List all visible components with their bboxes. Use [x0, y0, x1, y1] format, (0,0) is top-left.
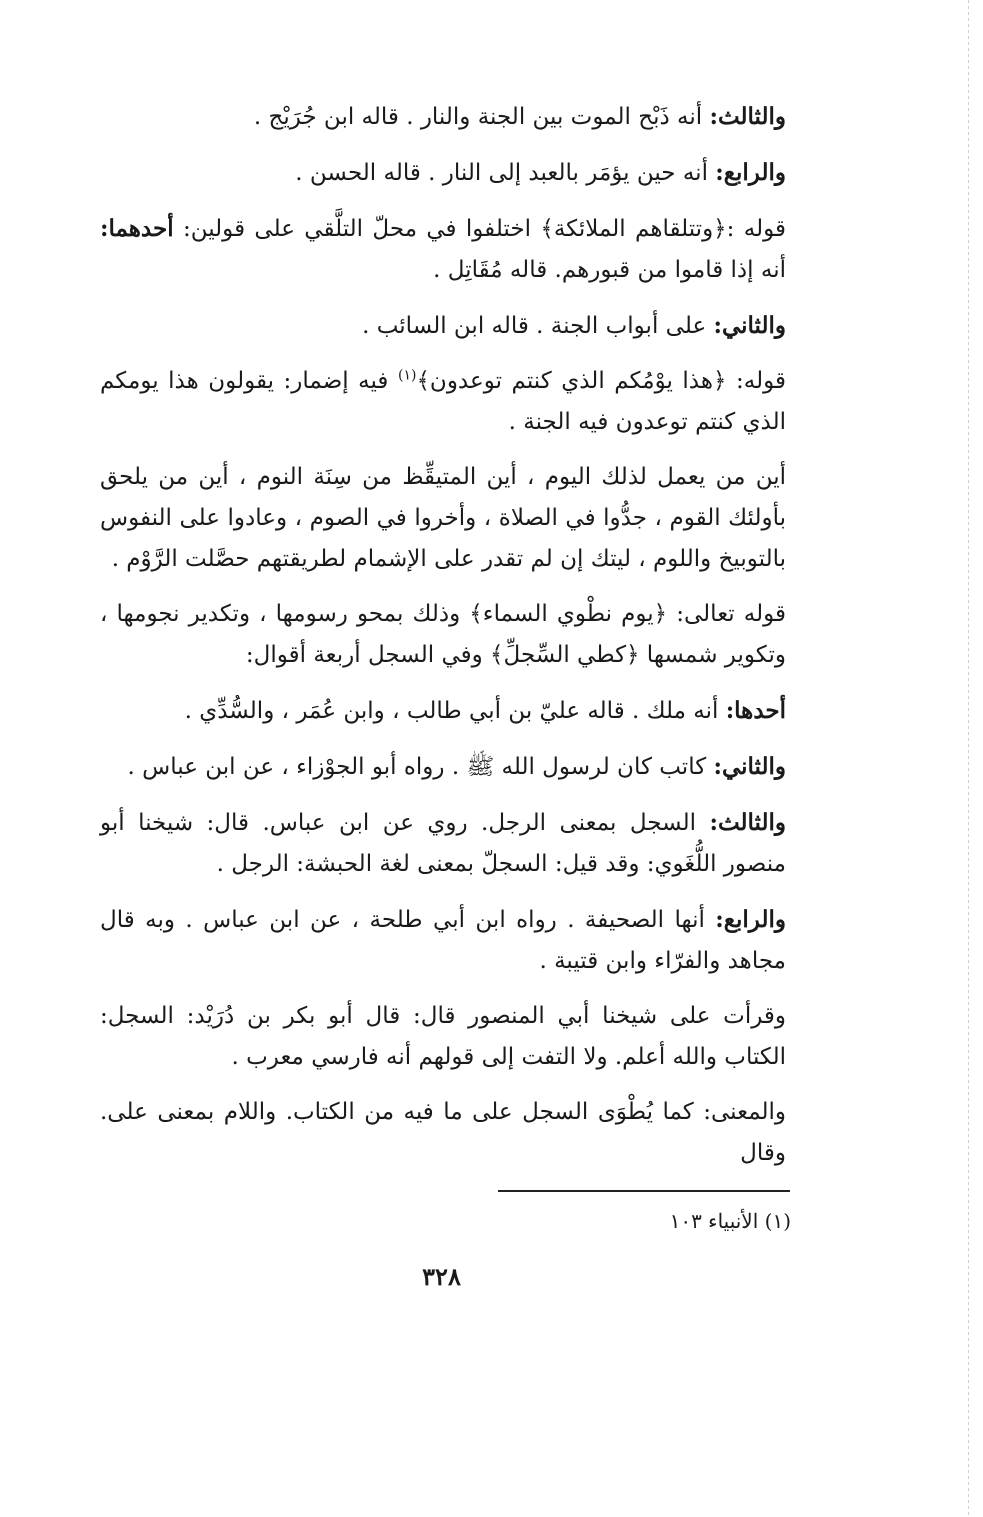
- page-number: ٣٢٨: [422, 1262, 461, 1291]
- paragraph-lead: أحدها:: [725, 697, 786, 724]
- paragraph-text: أنه ذَبْح الموت بين الجنة والنار . قاله ابن جُرَيْج .: [253, 104, 710, 130]
- paragraph-text: السجل بمعنى الرجل. روي عن ابن عباس. قال: شيخنا أبو منصور اللُّغَوي: وقد قيل: السجلّ بمعنى لغة الحبشة: الرجل .: [100, 810, 786, 877]
- footnote-ref: (١): [397, 367, 417, 384]
- paragraph-text: قوله :﴿وتتلقاهم الملائكة﴾ اختلفوا في محلّ التلَّقي على قولين:: [173, 216, 786, 242]
- footnote-separator: [498, 1190, 790, 1192]
- paragraph-4: [100, 305, 812, 347]
- paragraph-text: قوله تعالى: ﴿يوم نطْوي السماء﴾ وذلك بمحو رسومها ، وتكدير نجومها ، وتكوير شمسها ﴿كطي السِّجلِّ﴾ وفي السجل أربعة أقوال:: [100, 601, 786, 668]
- paragraph-2: [100, 152, 812, 194]
- paragraph-text: قوله: ﴿هذا يوْمُكم الذي كنتم توعدون﴾: [416, 368, 786, 394]
- paragraph-text: والمعنى: كما يُطْوَى السجل على ما فيه من الكتاب. واللام بمعنى على. وقال: [100, 1099, 786, 1166]
- paragraph-lead: والثاني:: [713, 753, 786, 780]
- paragraph-10: [100, 802, 812, 885]
- paragraph-9: [100, 746, 812, 788]
- paragraph-1: [100, 96, 812, 138]
- paragraph-11: [100, 899, 812, 982]
- paragraph-text: كاتب كان لرسول الله ﷺ . رواه أبو الجوْزاء ، عن ابن عباس .: [127, 754, 714, 780]
- paragraph-text: وقرأت على شيخنا أبي المنصور قال: قال أبو بكر بن دُرَيْد: السجل: الكتاب والله أعلم. ولا التفت إلى قولهم أنه فارسي معرب .: [100, 1003, 786, 1070]
- footnote: (١) الأنبياء ١٠٣: [669, 1209, 791, 1233]
- paragraph-text: أنه إذا قاموا من قبورهم. قاله مُقَاتِل .: [433, 257, 786, 283]
- paragraph-3: [100, 208, 812, 291]
- paragraph-text: فيه إضمار: يقولون هذا يومكم الذي كنتم توعدون فيه الجنة .: [100, 368, 786, 435]
- paragraph-lead: والرابع:: [715, 159, 786, 186]
- paragraph-7: [100, 594, 812, 676]
- paragraph-12: [100, 996, 812, 1078]
- paragraph-text: أنه حين يؤمَر بالعبد إلى النار . قاله الحسن .: [295, 160, 716, 186]
- main-text: [100, 96, 812, 1188]
- paragraph-6: [100, 457, 812, 580]
- paragraph-lead: والثالث:: [709, 809, 786, 836]
- paragraph-text: أنه ملك . قاله عليّ بن أبي طالب ، وابن عُمَر ، والسُّدِّي .: [184, 698, 726, 724]
- paragraph-lead: والثالث:: [709, 103, 786, 130]
- paragraph-text: على أبواب الجنة . قاله ابن السائب .: [362, 313, 714, 339]
- scan-edge-line: [968, 0, 969, 1517]
- paragraph-13: [100, 1092, 812, 1174]
- paragraph-text: أنها الصحيفة . رواه ابن أبي طلحة ، عن ابن عباس . وبه قال مجاهد والفرّاء وابن قتيبة .: [100, 907, 786, 974]
- paragraph-lead: والثاني:: [713, 312, 786, 339]
- paragraph-text: أين من يعمل لذلك اليوم ، أين المتيقِّظ من سِنَة النوم ، أين من يلحق بأولئك القوم ، جدُّوا في الصلاة ، وأخروا في الصوم ، وعادوا على النفوس بالتوبيخ واللوم ، ليتك إن لم تقدر على الإشمام لطريقتهم حصَّلت الرَّوْم .: [100, 464, 786, 572]
- paragraph-lead: أحدهما:: [100, 215, 174, 242]
- paragraph-8: [100, 690, 812, 732]
- paragraph-5: [100, 361, 812, 443]
- paragraph-lead: والرابع:: [715, 906, 786, 933]
